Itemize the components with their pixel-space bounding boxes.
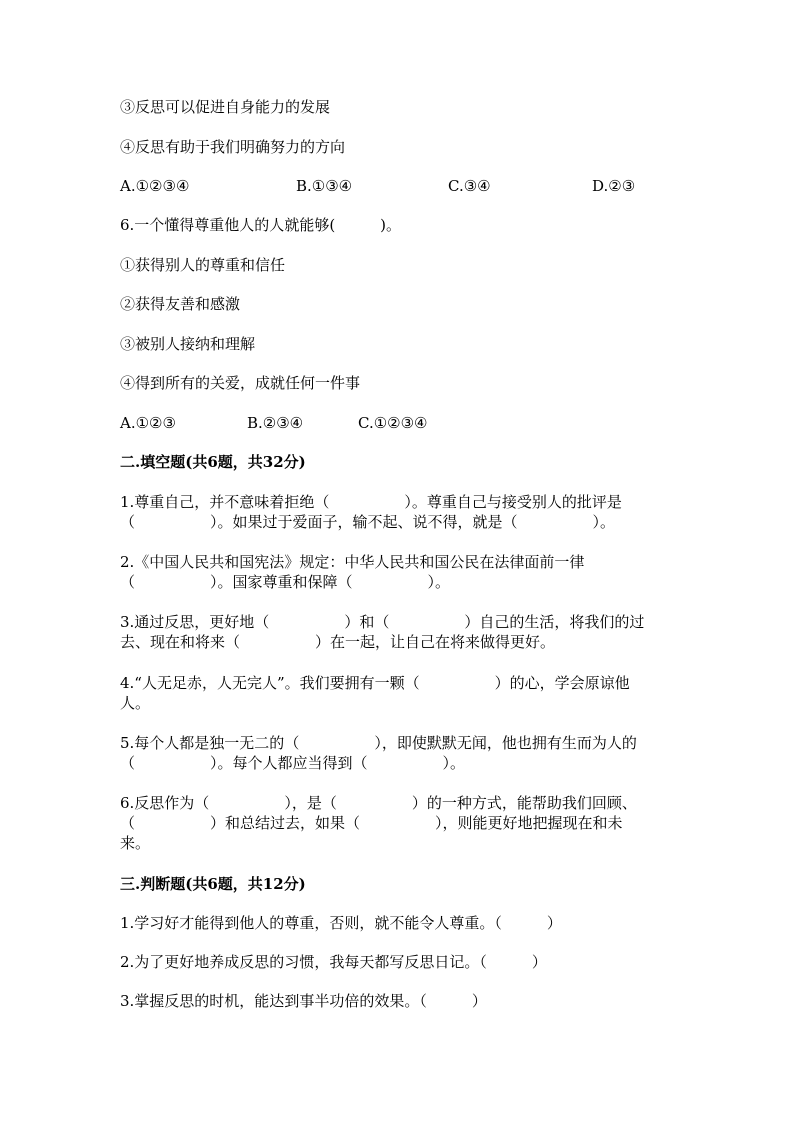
fill-q3-line-1: 3.通过反思，更好地（ ）和（ ）自己的生活，将我们的过 [120, 613, 645, 631]
fill-q4-line-2: 人。 [120, 694, 151, 712]
q6-item-4: ④得到所有的关爱，成就任何一件事 [120, 374, 361, 392]
section-2-title: 二.填空题(共6题，共32分) [120, 453, 306, 471]
fill-q5-line-2: （ ）。每个人都应当得到（ ）。 [120, 754, 466, 772]
fill-q6-line-3: 来。 [120, 834, 151, 852]
fill-q1-line-2: （ ）。如果过于爱面子，输不起、说不得，就是（ ）。 [120, 513, 616, 531]
q6-stem: 6.一个懂得尊重他人的人就能够( )。 [120, 216, 402, 234]
q6-option-b: B.②③④ [247, 414, 304, 432]
section-3-title: 三.判断题(共6题，共12分) [120, 875, 306, 893]
q5-option-d: D.②③ [592, 177, 636, 195]
judge-q1: 1.学习好才能得到他人的尊重，否则，就不能令人尊重。（ ） [120, 914, 562, 932]
q5-option-b: B.①③④ [296, 177, 353, 195]
q6-item-2: ②获得友善和感激 [120, 295, 241, 313]
q6-option-c: C.①②③④ [358, 414, 428, 432]
fill-q1-line-1: 1.尊重自己，并不意味着拒绝（ ）。尊重自己与接受别人的批评是 [120, 493, 622, 511]
judge-q3: 3.掌握反思的时机，能达到事半功倍的效果。（ ） [120, 992, 487, 1010]
q5-item-3: ③反思可以促进自身能力的发展 [120, 98, 331, 116]
judge-q2: 2.为了更好地养成反思的习惯，我每天都写反思日记。（ ） [120, 953, 547, 971]
q6-option-a: A.①②③ [120, 414, 176, 432]
fill-q3-line-2: 去、现在和将来（ ）在一起，让自己在将来做得更好。 [120, 633, 556, 651]
q5-option-a: A.①②③④ [120, 177, 190, 195]
q6-item-3: ③被别人接纳和理解 [120, 335, 256, 353]
fill-q2-line-2: （ ）。国家尊重和保障（ ）。 [120, 573, 451, 591]
fill-q5-line-1: 5.每个人都是独一无二的（ ），即使默默无闻，他也拥有生而为人的 [120, 734, 637, 752]
fill-q4-line-1: 4.“人无足赤，人无完人”。我们要拥有一颗（ ）的心，学会原谅他 [120, 674, 630, 692]
q5-option-c: C.③④ [448, 177, 491, 195]
q6-item-1: ①获得别人的尊重和信任 [120, 256, 286, 274]
q5-item-4: ④反思有助于我们明确努力的方向 [120, 138, 346, 156]
fill-q2-line-1: 2.《中国人民共和国宪法》规定：中华人民共和国公民在法律面前一律 [120, 553, 585, 571]
fill-q6-line-1: 6.反思作为（ ），是（ ）的一种方式，能帮助我们回顾、 [120, 794, 637, 812]
fill-q6-line-2: （ ）和总结过去，如果（ ），则能更好地把握现在和未 [120, 814, 623, 832]
